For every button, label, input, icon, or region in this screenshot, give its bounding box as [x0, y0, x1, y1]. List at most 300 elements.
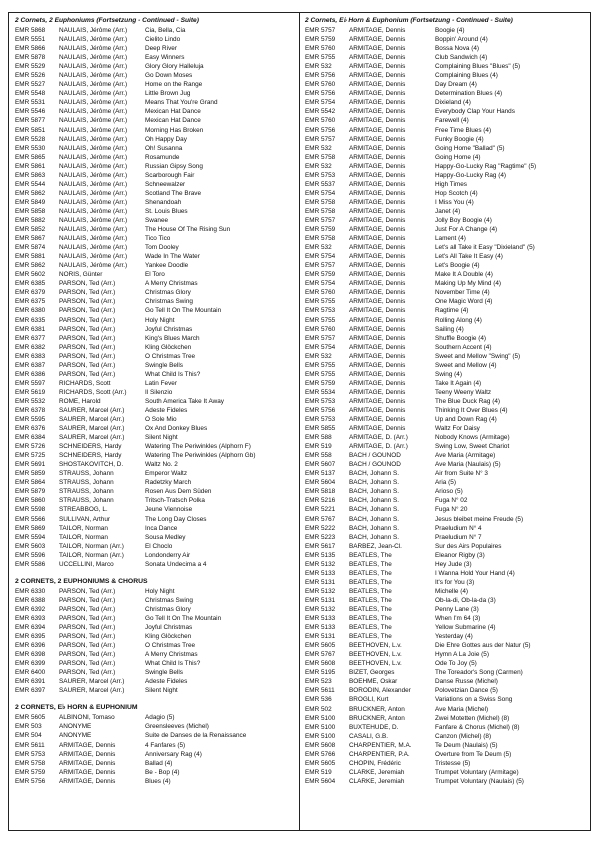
composer: NAULAIS, Jérôme (Arr.) [59, 253, 128, 261]
composer: SCHNEIDERS, Hardy [59, 443, 122, 451]
composer: ARMITAGE, Dennis [349, 207, 406, 215]
catalog-number: EMR 5753 [305, 416, 336, 424]
composer: BACH, Johann S. [349, 488, 400, 496]
catalog-number: EMR 5611 [15, 741, 45, 749]
composer: ARMITAGE, Dennis [349, 63, 406, 71]
work-title: Scotland The Brave [145, 189, 202, 197]
work-title: Kling Glöckchen [145, 633, 192, 641]
catalog-number: EMR 6381 [15, 325, 46, 333]
composer: ARMITAGE, Dennis [349, 90, 406, 98]
catalog-number: EMR 5605 [305, 642, 336, 650]
catalog-number: EMR 5530 [15, 144, 46, 152]
catalog-number: EMR 5548 [15, 90, 46, 98]
catalog-number: EMR 504 [15, 732, 42, 740]
work-title: King's Blues March [145, 334, 200, 342]
catalog-entry [15, 35, 295, 44]
composer: NAULAIS, Jérôme (Arr.) [59, 45, 128, 53]
composer: BEATLES, The [349, 633, 392, 641]
work-title: High Times [435, 180, 467, 188]
work-title: Go Tell It On The Mountain [145, 614, 222, 622]
work-title: St. Louis Blues [145, 207, 188, 215]
work-title: Londonderry Air [145, 551, 191, 559]
catalog-entry [305, 650, 587, 659]
work-title: Morning Has Broken [145, 126, 204, 134]
composer: CHARPENTIER, P.A. [349, 750, 410, 758]
work-title: Tristesse (5) [435, 759, 471, 767]
catalog-number: EMR 5755 [305, 316, 336, 324]
catalog-entry [305, 225, 587, 234]
work-title: Fuga N° 02 [435, 497, 468, 505]
composer: BEATLES, The [349, 606, 392, 613]
left-column [9, 13, 300, 830]
work-title: Mexican Hat Dance [145, 108, 201, 116]
composer: SAURER, Marcel (Arr.) [59, 434, 125, 442]
catalog-entry [305, 623, 587, 632]
work-title: Anniversary Rag (4) [145, 750, 202, 758]
work-title: Sur des Airs Populaires [435, 542, 502, 550]
catalog-number: EMR 5756 [15, 777, 46, 785]
composer: BROGLI, Kurt [349, 696, 389, 704]
catalog-entry [305, 53, 587, 62]
composer: ARMITAGE, Dennis [349, 171, 406, 179]
composer: SULLIVAN, Arthur [59, 515, 111, 523]
catalog-number: EMR 5754 [305, 99, 336, 107]
catalog-entry [305, 171, 587, 180]
catalog-number: EMR 502 [305, 705, 332, 713]
catalog-number: EMR 5566 [15, 515, 46, 523]
work-title: Praeludium N° 4 [435, 524, 482, 532]
catalog-entry [305, 469, 587, 478]
catalog-entry [305, 62, 587, 71]
catalog-entry [305, 768, 587, 777]
catalog-entry [15, 424, 295, 433]
catalog-entry [305, 198, 587, 207]
catalog-number: EMR 6397 [15, 687, 46, 695]
catalog-entry [15, 297, 295, 306]
catalog-number: EMR 6392 [15, 605, 46, 613]
composer: ARMITAGE, Dennis [349, 289, 406, 297]
composer: PARSON, Ted (Arr.) [59, 370, 116, 378]
catalog-number: EMR 5755 [305, 361, 336, 369]
catalog-number: EMR 5866 [15, 45, 46, 53]
catalog-number: EMR 5586 [15, 560, 46, 568]
work-title: Jeune Viennoise [145, 506, 193, 514]
composer: PARSON, Ted (Arr.) [59, 352, 116, 360]
composer: BEATLES, The [349, 615, 392, 623]
work-title: Jesus bleibet meine Freude (5) [435, 515, 524, 523]
catalog-number: EMR 5881 [15, 253, 46, 261]
composer: PARSON, Ted (Arr.) [59, 325, 116, 333]
work-title: Janet (4) [435, 207, 461, 215]
work-title: South America Take It Away [145, 397, 224, 405]
catalog-entry [305, 614, 587, 623]
catalog-entry [15, 144, 295, 153]
composer: ARMITAGE, Dennis [349, 379, 406, 387]
catalog-number: EMR 5852 [15, 226, 46, 234]
composer: BACH, Johann S. [349, 506, 400, 514]
work-title: Tom Dooley [145, 244, 179, 252]
work-title: Funky Boogie (4) [435, 135, 484, 143]
section-heading-horn: 2 CORNETS, E♭ HORN & EUPHONIUM [15, 704, 138, 712]
catalog-number: EMR 5532 [15, 397, 46, 405]
work-title: Watering The Periwinkles (Alphorn Gb) [145, 452, 256, 460]
composer: BOEHME, Oskar [349, 678, 398, 686]
composer: ARMITAGE, Dennis [59, 741, 116, 749]
composer: SAURER, Marcel (Arr.) [59, 425, 125, 433]
catalog-number: EMR 5760 [305, 117, 336, 125]
work-title: Emperor Waltz [145, 470, 188, 478]
catalog-number: EMR 5756 [305, 72, 336, 80]
composer: ARMITAGE, Dennis [349, 388, 406, 396]
work-title: Ave Maria (Armitage) [435, 452, 496, 460]
work-title: The Blue Duck Rag (4) [435, 397, 500, 405]
catalog-number: EMR 5691 [15, 461, 46, 469]
composer: PARSON, Ted (Arr.) [59, 596, 116, 604]
work-title: Holy Night [145, 587, 175, 595]
work-title: A Merry Christmas [145, 651, 198, 659]
catalog-entry [15, 207, 295, 216]
work-title: Tritsch-Tratsch Polka [145, 497, 205, 505]
catalog-number: EMR 5760 [305, 81, 336, 89]
composer: ALBINONI, Tomaso [59, 714, 115, 722]
catalog-entry [15, 135, 295, 144]
catalog-entry [305, 460, 587, 469]
work-title: A Merry Christmas [145, 280, 198, 288]
work-title: Mexican Hat Dance [145, 117, 201, 125]
composer: TAILOR, Norman [59, 533, 108, 541]
work-title: Little Brown Jug [145, 90, 191, 98]
composer: ARMITAGE, Dennis [349, 343, 406, 351]
work-title: Let's All Take It Easy (4) [435, 253, 503, 261]
catalog-entry [305, 80, 587, 89]
catalog-entry [305, 714, 587, 723]
catalog-number: EMR 5602 [15, 271, 46, 279]
catalog-entry [305, 189, 587, 198]
catalog-number: EMR 5216 [305, 497, 336, 505]
work-title: Joyful Christmas [145, 624, 193, 631]
catalog-number: EMR 6330 [15, 587, 46, 595]
catalog-number: EMR 5221 [305, 506, 336, 514]
catalog-number: EMR 6382 [15, 343, 46, 351]
composer: BEETHOVEN, L.v. [349, 660, 402, 668]
work-title: When I'm 64 (3) [435, 615, 481, 623]
catalog-entry [15, 80, 295, 89]
catalog-entry [305, 306, 587, 315]
composer: SAURER, Marcel (Arr.) [59, 687, 125, 695]
composer: NAULAIS, Jérôme (Arr.) [59, 126, 128, 134]
composer: NAULAIS, Jérôme (Arr.) [59, 244, 128, 252]
catalog-number: EMR 5759 [305, 271, 336, 279]
composer: ARMITAGE, Dennis [349, 135, 406, 143]
catalog-entry [15, 352, 295, 361]
catalog-number: EMR 5132 [305, 587, 336, 595]
work-title: Ave Maria (Naulais) (5) [435, 461, 501, 469]
catalog-entry [15, 62, 295, 71]
composer: STRAUSS, Johann [59, 470, 114, 478]
catalog-number: EMR 5864 [15, 479, 46, 487]
catalog-number: EMR 5603 [15, 542, 46, 550]
work-title: Hey Jude (3) [435, 560, 472, 568]
composer: ARMITAGE, Dennis [349, 406, 406, 414]
work-title: Hop Scotch (4) [435, 189, 478, 197]
catalog-entry [305, 26, 587, 35]
catalog-entry [15, 614, 295, 623]
work-title: Il Silenzio [145, 388, 173, 396]
catalog-frame [8, 12, 591, 831]
work-title: Swingle Bells [145, 361, 184, 369]
composer: PARSON, Ted (Arr.) [59, 307, 116, 315]
catalog-number: EMR 519 [305, 443, 332, 451]
work-title: Penny Lane (3) [435, 606, 479, 613]
work-title: Kling Glöckchen [145, 343, 192, 351]
work-title: Deep River [145, 45, 177, 53]
catalog-entry [305, 632, 587, 641]
composer: NAULAIS, Jérôme (Arr.) [59, 207, 128, 215]
catalog-entry [15, 750, 295, 759]
catalog-number: EMR 5223 [305, 533, 336, 541]
catalog-entry [305, 515, 587, 524]
catalog-entry [305, 297, 587, 306]
composer: ARMITAGE, Dennis [349, 216, 406, 224]
work-title: Yesterday (4) [435, 633, 473, 641]
composer: PARSON, Ted (Arr.) [59, 289, 116, 297]
catalog-number: EMR 5725 [15, 452, 46, 460]
catalog-number: EMR 6375 [15, 298, 46, 306]
work-title: Lament (4) [435, 235, 466, 243]
work-title: Schneewalzer [145, 180, 186, 188]
composer: BACH, Johann S. [349, 479, 400, 487]
catalog-number: EMR 5759 [305, 226, 336, 234]
catalog-number: EMR 5862 [15, 262, 46, 270]
catalog-number: EMR 5100 [305, 732, 336, 740]
catalog-number: EMR 5758 [305, 198, 336, 206]
composer: ARMITAGE, Dennis [349, 72, 406, 80]
work-title: Danse Russe (Michel) [435, 678, 498, 686]
work-title: Adagio (5) [145, 714, 175, 722]
catalog-entry [15, 677, 295, 686]
catalog-number: EMR 5753 [305, 397, 336, 405]
catalog-number: EMR 5526 [15, 72, 46, 80]
work-title: Everybody Clap Your Hands [435, 108, 515, 116]
catalog-entry [305, 777, 587, 786]
catalog-entry [305, 89, 587, 98]
work-title: Happy-Go-Lucky Rag (4) [435, 171, 507, 179]
catalog-entry [305, 487, 587, 496]
catalog-number: EMR 5546 [15, 108, 46, 116]
catalog-number: EMR 5858 [15, 207, 46, 215]
catalog-entry [15, 306, 295, 315]
composer: PARSON, Ted (Arr.) [59, 334, 116, 342]
catalog-number: EMR 6383 [15, 352, 46, 360]
catalog-number: EMR 5596 [15, 551, 46, 559]
catalog-entry [305, 695, 587, 704]
work-title: Sailing (4) [435, 325, 464, 333]
composer: NAULAIS, Jérôme (Arr.) [59, 117, 128, 125]
work-title: Bossa Nova (4) [435, 45, 480, 53]
catalog-entry [15, 89, 295, 98]
catalog-number: EMR 5100 [305, 723, 336, 731]
composer: ARMITAGE, Dennis [349, 316, 406, 324]
work-title: Rosamunde [145, 153, 180, 161]
catalog-entry [15, 243, 295, 252]
work-title: Be - Bop (4) [145, 768, 180, 776]
composer: CASALI, G.B. [349, 732, 389, 740]
composer: TAILOR, Norman (Arr.) [59, 542, 124, 550]
composer: ARMITAGE, Dennis [349, 370, 406, 378]
catalog-number: EMR 6386 [15, 370, 46, 378]
work-title: What Child Is This? [145, 660, 201, 668]
spacer [15, 569, 295, 577]
catalog-entry [15, 415, 295, 424]
composer: CLARKE, Jeremiah [349, 777, 405, 785]
catalog-number: EMR 5758 [305, 153, 336, 161]
catalog-number: EMR 5133 [305, 615, 336, 623]
catalog-number: EMR 519 [305, 768, 332, 776]
catalog-entry [305, 723, 587, 732]
work-title: Russian Gipsy Song [145, 162, 203, 170]
work-title: Latin Fever [145, 379, 177, 387]
composer: ARMITAGE, Dennis [349, 144, 406, 152]
composer: NAULAIS, Jérôme (Arr.) [59, 162, 128, 170]
work-title: Ox And Donkey Blues [145, 425, 208, 433]
catalog-entry [15, 442, 295, 451]
catalog-entry [305, 126, 587, 135]
work-title: Christmas Glory [145, 605, 191, 613]
composer: PARSON, Ted (Arr.) [59, 651, 116, 659]
catalog-number: EMR 6377 [15, 334, 46, 342]
catalog-number: EMR 5611 [305, 687, 335, 695]
catalog-entry [15, 515, 295, 524]
work-title: Aria (5) [435, 479, 456, 487]
composer: NAULAIS, Jérôme (Arr.) [59, 81, 128, 89]
catalog-entry [305, 388, 587, 397]
composer: NAULAIS, Jérôme (Arr.) [59, 108, 128, 116]
composer: SHOSTAKOVITCH, D. [59, 461, 124, 469]
catalog-entry [15, 189, 295, 198]
catalog-entry [305, 243, 587, 252]
catalog-entry [15, 686, 295, 695]
composer: CLARKE, Jeremiah [349, 768, 405, 776]
composer: BIZET, Georges [349, 669, 395, 677]
catalog-number: EMR 5595 [15, 416, 46, 424]
catalog-number: EMR 5867 [15, 235, 46, 243]
left-list-chorus [15, 587, 295, 696]
catalog-number: EMR 5755 [305, 298, 336, 306]
work-title: 4 Fanfares (5) [145, 741, 186, 749]
catalog-entry [305, 44, 587, 53]
catalog-number: EMR 5860 [15, 497, 46, 505]
work-title: El Toro [145, 271, 165, 279]
left-list-continued [15, 26, 295, 569]
catalog-entry [15, 433, 295, 442]
work-title: Go Down Moses [145, 72, 193, 80]
catalog-number: EMR 5758 [305, 207, 336, 215]
catalog-entry [305, 569, 587, 578]
catalog-entry [305, 578, 587, 587]
catalog-number: EMR 5753 [305, 171, 336, 179]
work-title: Te Deum (Naulais) (5) [435, 741, 498, 749]
composer: PARSON, Ted (Arr.) [59, 669, 116, 677]
work-title: Dixieland (4) [435, 99, 471, 107]
catalog-entry [15, 153, 295, 162]
composer: ARMITAGE, Dennis [349, 235, 406, 243]
catalog-entry [305, 207, 587, 216]
composer: NAULAIS, Jérôme (Arr.) [59, 90, 128, 98]
work-title: Eleanor Rigby (3) [435, 551, 485, 559]
catalog-number: EMR 5726 [15, 443, 46, 451]
catalog-number: EMR 6388 [15, 596, 46, 604]
composer: UCCELLINI, Marco [59, 560, 114, 568]
work-title: Wade In The Water [145, 253, 200, 261]
catalog-entry [305, 397, 587, 406]
catalog-number: EMR 6335 [15, 316, 46, 324]
composer: RICHARDS, Scott [59, 379, 111, 387]
catalog-entry [15, 542, 295, 551]
work-title: Michelle (4) [435, 587, 469, 595]
catalog-entry [305, 705, 587, 714]
catalog-entry [305, 35, 587, 44]
catalog-number: EMR 5195 [305, 669, 336, 677]
left-column-header: 2 Cornets, 2 Euphoniums (Fortsetzung - Continued - Suite) [15, 17, 199, 24]
work-title: Cielito Lindo [145, 36, 181, 44]
work-title: Thinking It Over Blues (4) [435, 406, 508, 414]
work-title: Hymn A La Joie (5) [435, 651, 489, 659]
catalog-number: EMR 5528 [15, 135, 46, 143]
work-title: Sweet and Mellow (4) [435, 361, 497, 369]
catalog-number: EMR 5527 [15, 81, 46, 89]
composer: ARMITAGE, Dennis [349, 361, 406, 369]
catalog-entry [15, 361, 295, 370]
composer: BACH, Johann S. [349, 515, 400, 523]
catalog-number: EMR 6379 [15, 289, 46, 297]
section-heading-chorus: 2 CORNETS, 2 EUPHONIUMS & CHORUS [15, 577, 148, 585]
catalog-entry [15, 487, 295, 496]
work-title: Holy Night [145, 316, 175, 324]
catalog-number: EMR 5137 [305, 470, 336, 478]
catalog-number: EMR 6400 [15, 669, 46, 677]
work-title: Farewell (4) [435, 117, 469, 125]
catalog-entry [305, 551, 587, 560]
catalog-number: EMR 523 [305, 678, 332, 686]
work-title: Day Dream (4) [435, 81, 477, 89]
catalog-entry [15, 659, 295, 668]
composer: BEATLES, The [349, 569, 392, 577]
catalog-number: EMR 6393 [15, 614, 46, 622]
catalog-number: EMR 5757 [305, 262, 336, 270]
composer: PARSON, Ted (Arr.) [59, 361, 116, 369]
catalog-number: EMR 5534 [305, 388, 336, 396]
catalog-number: EMR 5877 [15, 117, 46, 125]
catalog-entry [305, 153, 587, 162]
catalog-entry [15, 126, 295, 135]
composer: STREABBOG, L. [59, 506, 108, 514]
catalog-entry [305, 641, 587, 650]
composer: ARMITAGE, Dennis [59, 759, 116, 767]
catalog-entry [305, 361, 587, 370]
work-title: The Long Day Closes [145, 515, 207, 523]
catalog-entry [15, 496, 295, 505]
work-title: Yankee Doodle [145, 262, 189, 270]
catalog-entry [15, 343, 295, 352]
spacer [15, 695, 295, 703]
composer: ARMITAGE, D. (Arr.) [349, 443, 408, 451]
work-title: Christmas Swing [145, 298, 193, 306]
catalog-number: EMR 6376 [15, 425, 46, 433]
work-title: Inca Dance [145, 524, 178, 532]
composer: PARSON, Ted (Arr.) [59, 605, 116, 613]
work-title: Ballad (4) [145, 759, 173, 767]
work-title: Means That You're Grand [145, 99, 218, 107]
